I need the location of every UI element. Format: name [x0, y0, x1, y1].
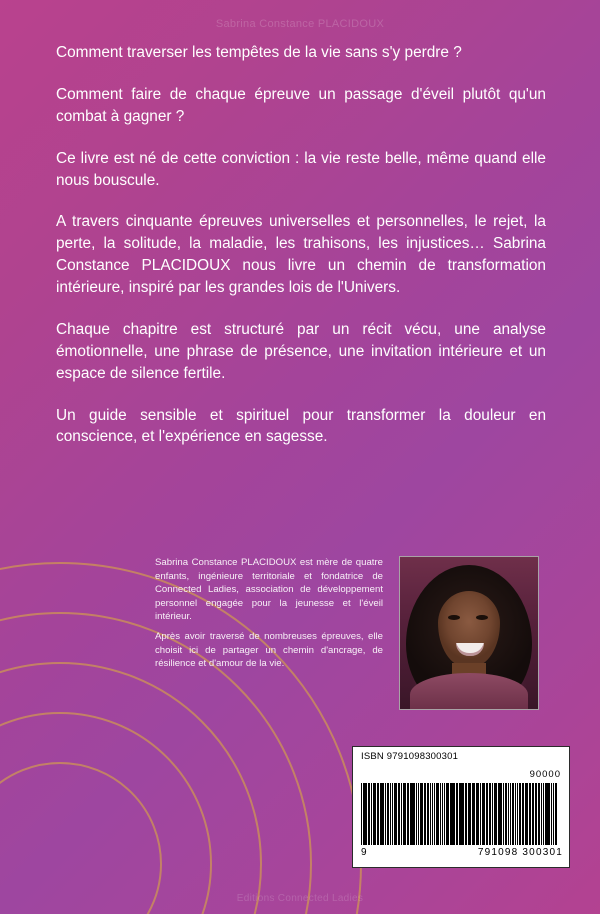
- isbn-price-code: 90000: [529, 769, 561, 780]
- blurb-paragraph-5: Chaque chapitre est structuré par un récit vécu, une analyse émotionnelle, une phrase de présence, une invitation intérieure et un espace de silence fertile.: [56, 320, 546, 382]
- barcode-bars: [361, 783, 561, 845]
- photo-eye-left: [448, 615, 460, 620]
- author-bio-paragraph-1: Sabrina Constance PLACIDOUX est mère de quatre enfants, ingénieure territoriale et fondatrice de Connected Ladies, association de développement personnel engagée pour la jeunesse et l'éveil intérieur.: [155, 557, 383, 623]
- barcode-digits: [361, 847, 563, 858]
- author-block: [155, 556, 555, 710]
- photo-eye-right: [476, 615, 488, 620]
- author-bio-paragraph-2: Après avoir traversé de nombreuses épreuves, elle choisit ici de partager un chemin d'ancrage, de résilience et d'amour de la vie.: [155, 631, 383, 670]
- blurb-paragraph-3: Ce livre est né de cette conviction : la vie reste belle, même quand elle nous bouscule.: [56, 149, 546, 189]
- blurb-paragraph-1: Comment traverser les tempêtes de la vie sans s'y perdre ?: [56, 44, 462, 61]
- blurb-paragraph-6: Un guide sensible et spirituel pour transformer la douleur en conscience, et l'expérience en sagesse.: [56, 406, 546, 446]
- blurb-text: [56, 42, 546, 448]
- barcode-gap: [557, 783, 558, 845]
- author-bio: [155, 556, 383, 671]
- arc-2: [0, 712, 212, 914]
- isbn-label: ISBN 9791098300301: [361, 751, 459, 762]
- bottom-faded-text: Editions Connected Ladies: [236, 893, 364, 904]
- arc-1: [0, 762, 162, 914]
- author-photo: [399, 556, 539, 710]
- photo-shoulders: [410, 673, 528, 709]
- barcode-digit-left: 9: [361, 847, 368, 858]
- top-faded-title: Sabrina Constance PLACIDOUX: [215, 18, 385, 30]
- blurb-paragraph-4: A travers cinquante épreuves universelles et personnelles, le rejet, la perte, la solitude, la maladie, les trahisons, les injustices… Sabrina Constance PLACIDOUX nous livre un chemin de transformation intérieure, inspiré par les grandes lois de l'Univers.: [56, 213, 546, 296]
- isbn-barcode-box: [352, 746, 570, 868]
- barcode-digit-main: 791098 300301: [477, 847, 563, 858]
- blurb-paragraph-2: Comment faire de chaque épreuve un passage d'éveil plutôt qu'un combat à gagner ?: [56, 85, 546, 125]
